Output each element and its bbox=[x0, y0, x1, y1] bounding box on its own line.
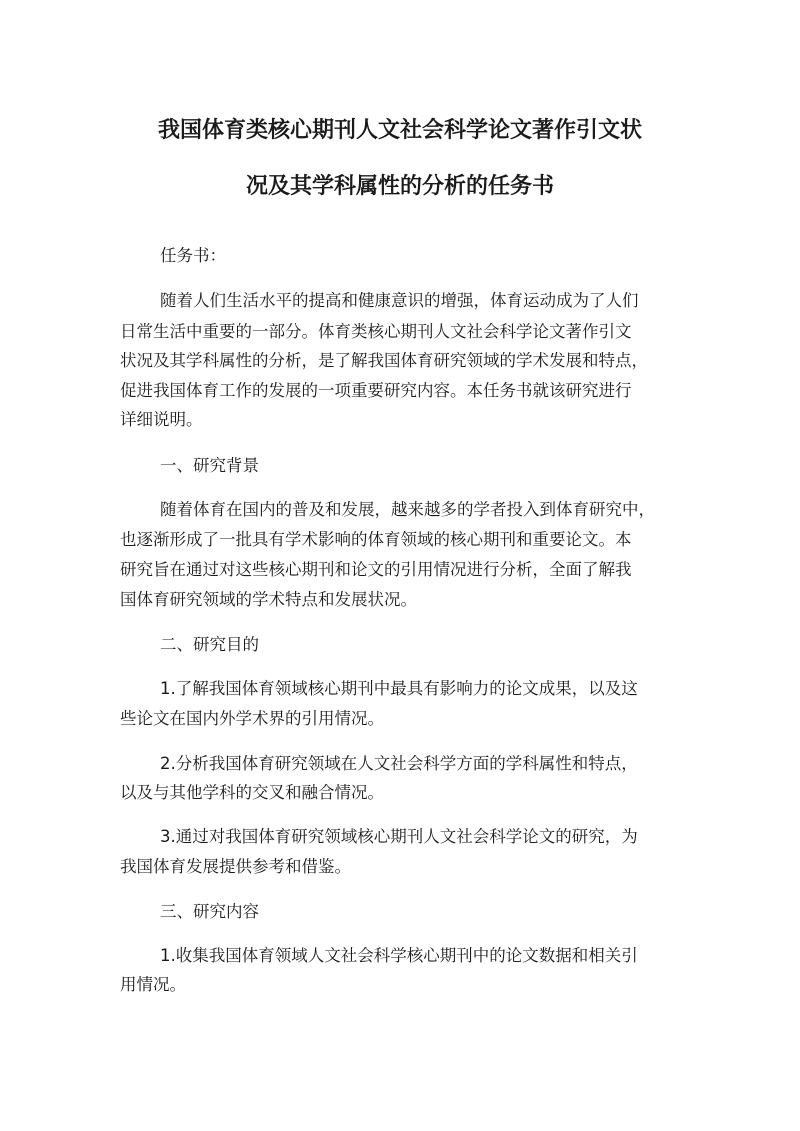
content-item-1-line-2: 用情况。 bbox=[120, 975, 186, 994]
intro-line-2: 日常生活中重要的一部分。体育类核心期刊人文社会科学论文著作引文 bbox=[120, 322, 632, 341]
background-line-3: 研究旨在通过对这些核心期刊和论文的引用情况进行分析，全面了解我 bbox=[120, 560, 632, 579]
purpose-item-3-line-1: 3.通过对我国体育研究领域核心期刊人文社会科学论文的研究，为 bbox=[160, 827, 638, 846]
intro-line-1: 随着人们生活水平的提高和健康意识的增强，体育运动成为了人们 bbox=[160, 291, 639, 310]
document-title-line-2: 况及其学科属性的分析的任务书 bbox=[245, 174, 554, 199]
purpose-item-1-line-2: 些论文在国内外学术界的引用情况。 bbox=[120, 709, 384, 728]
background-line-4: 国体育研究领域的学术特点和发展状况。 bbox=[120, 590, 417, 609]
intro-line-5: 详细说明。 bbox=[120, 410, 203, 429]
task-label: 任务书： bbox=[160, 246, 226, 265]
intro-line-3: 状况及其学科属性的分析，是了解我国体育研究领域的学术发展和特点， bbox=[120, 351, 648, 370]
purpose-item-2-line-1: 2.分析我国体育研究领域在人文社会科学方面的学科属性和特点， bbox=[160, 754, 638, 773]
purpose-item-2-line-2: 以及与其他学科的交叉和融合情况。 bbox=[120, 783, 384, 802]
background-line-1: 随着体育在国内的普及和发展，越来越多的学者投入到体育研究中， bbox=[160, 500, 655, 519]
background-line-2: 也逐渐形成了一批具有学术影响的体育领域的核心期刊和重要论文。本 bbox=[120, 530, 632, 549]
purpose-item-1-line-1: 1.了解我国体育领域核心期刊中最具有影响力的论文成果，以及这 bbox=[160, 679, 638, 698]
section-heading-purpose: 二、研究目的 bbox=[160, 635, 259, 654]
section-heading-background: 一、研究背景 bbox=[160, 456, 259, 475]
purpose-item-3-line-2: 我国体育发展提供参考和借鉴。 bbox=[120, 857, 351, 876]
document-title-line-1: 我国体育类核心期刊人文社会科学论文著作引文状 bbox=[157, 118, 642, 143]
intro-line-4: 促进我国体育工作的发展的一项重要研究内容。本任务书就该研究进行 bbox=[120, 381, 632, 400]
content-item-1-line-1: 1.收集我国体育领域人文社会科学核心期刊中的论文数据和相关引 bbox=[160, 946, 638, 965]
section-heading-content: 三、研究内容 bbox=[160, 902, 259, 921]
